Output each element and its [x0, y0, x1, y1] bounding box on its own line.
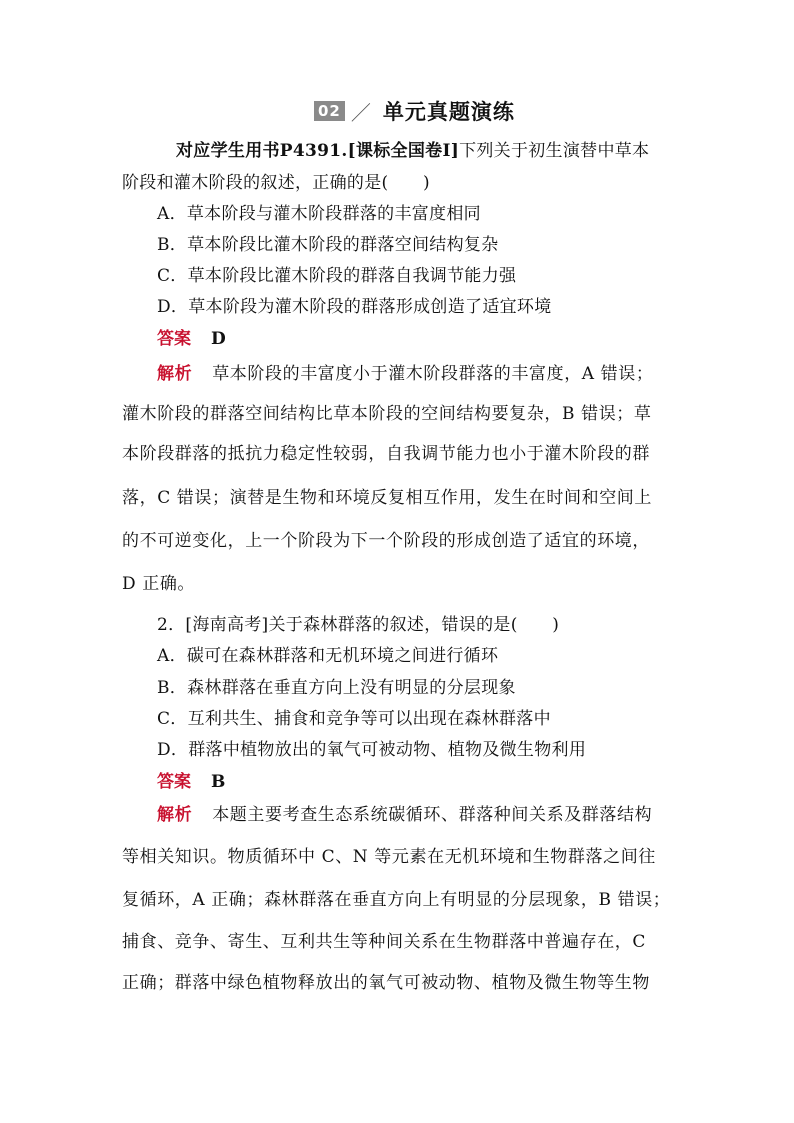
- question-1-answer: [157, 328, 226, 350]
- question-1-option-c: C．草本阶段比灌木阶段的群落自我调节能力强: [157, 266, 517, 286]
- question-1-option-d: D．草本阶段为灌木阶段的群落形成创造了适宜环境: [157, 297, 552, 317]
- answer-label: 答案: [157, 329, 191, 349]
- header-slash: ／: [350, 100, 371, 125]
- question-1-option-b: B．草本阶段比灌木阶段的群落空间结构复杂: [157, 235, 499, 255]
- analysis-label: 解析: [157, 805, 193, 825]
- question-2-source: [海南高考]: [185, 615, 269, 635]
- question-2-analysis-line-2: 等相关知识。物质循环中 C、N 等元素在无机环境和生物群落之间往: [122, 847, 656, 867]
- question-1-analysis-line-5: 的不可逆变化，上一个阶段为下一个阶段的形成创造了适宜的环境，: [122, 531, 650, 551]
- question-2-answer: [157, 771, 225, 793]
- question-2-option-a: A．碳可在森林群落和无机环境之间进行循环: [157, 646, 499, 666]
- question-1-analysis-line-3: 本阶段群落的抵抗力稳定性较弱，自我调节能力也小于灌木阶段的群: [122, 444, 650, 464]
- question-2-option-d: D．群落中植物放出的氧气可被动物、植物及微生物利用: [157, 740, 587, 760]
- question-2-analysis-line-1: 解析 本题主要考查生态系统碳循环、群落种间关系及群落结构: [157, 805, 653, 825]
- question-2-analysis-line-5: 正确；群落中绿色植物释放出的氧气可被动物、植物及微生物等生物: [122, 973, 650, 993]
- question-1-lead: 对应学生用书P4391.[课标全国卷Ⅰ]: [176, 141, 460, 161]
- question-2-stem: 2．[海南高考]关于森林群落的叙述，错误的是( ): [157, 615, 560, 635]
- question-2-option-c: C．互利共生、捕食和竞争等可以出现在森林群落中: [157, 709, 551, 729]
- answer-value: D: [211, 329, 226, 349]
- analysis-label: 解析: [157, 364, 193, 384]
- question-2-option-b: B．森林群落在垂直方向上没有明显的分层现象: [157, 678, 516, 698]
- question-2-number: 2．: [157, 615, 186, 635]
- question-1-analysis-line-1: 解析 草本阶段的丰富度小于灌木阶段群落的丰富度，A 错误；: [157, 364, 654, 384]
- question-2-analysis-line-4: 捕食、竞争、寄生、互利共生等种间关系在生物群落中普遍存在，C: [122, 932, 647, 952]
- answer-value: B: [211, 772, 226, 792]
- question-2-analysis-line-3: 复循环，A 正确；森林群落在垂直方向上有明显的分层现象，B 错误；: [122, 890, 671, 910]
- question-1-analysis-line-6: D 正确。: [122, 574, 196, 594]
- question-1-analysis-line-2: 灌木阶段的群落空间结构比草本阶段的空间结构要复杂，B 错误；草: [122, 404, 652, 424]
- question-1-option-a: A．草本阶段与灌木阶段群落的丰富度相同: [157, 204, 481, 224]
- question-1-stem-part2: 阶段和灌木阶段的叙述，正确的是( ): [122, 173, 430, 193]
- question-1-analysis-line-4: 落，C 错误；演替是生物和环境反复相互作用，发生在时间和空间上: [122, 488, 653, 508]
- section-header: [314, 96, 515, 126]
- section-number-badge: 02: [314, 101, 345, 121]
- section-title: 单元真题演练: [382, 100, 515, 124]
- question-1-first-line: [176, 140, 649, 162]
- answer-label: 答案: [157, 772, 191, 792]
- question-1-stem-part1: 下列关于初生演替中草本: [459, 141, 650, 161]
